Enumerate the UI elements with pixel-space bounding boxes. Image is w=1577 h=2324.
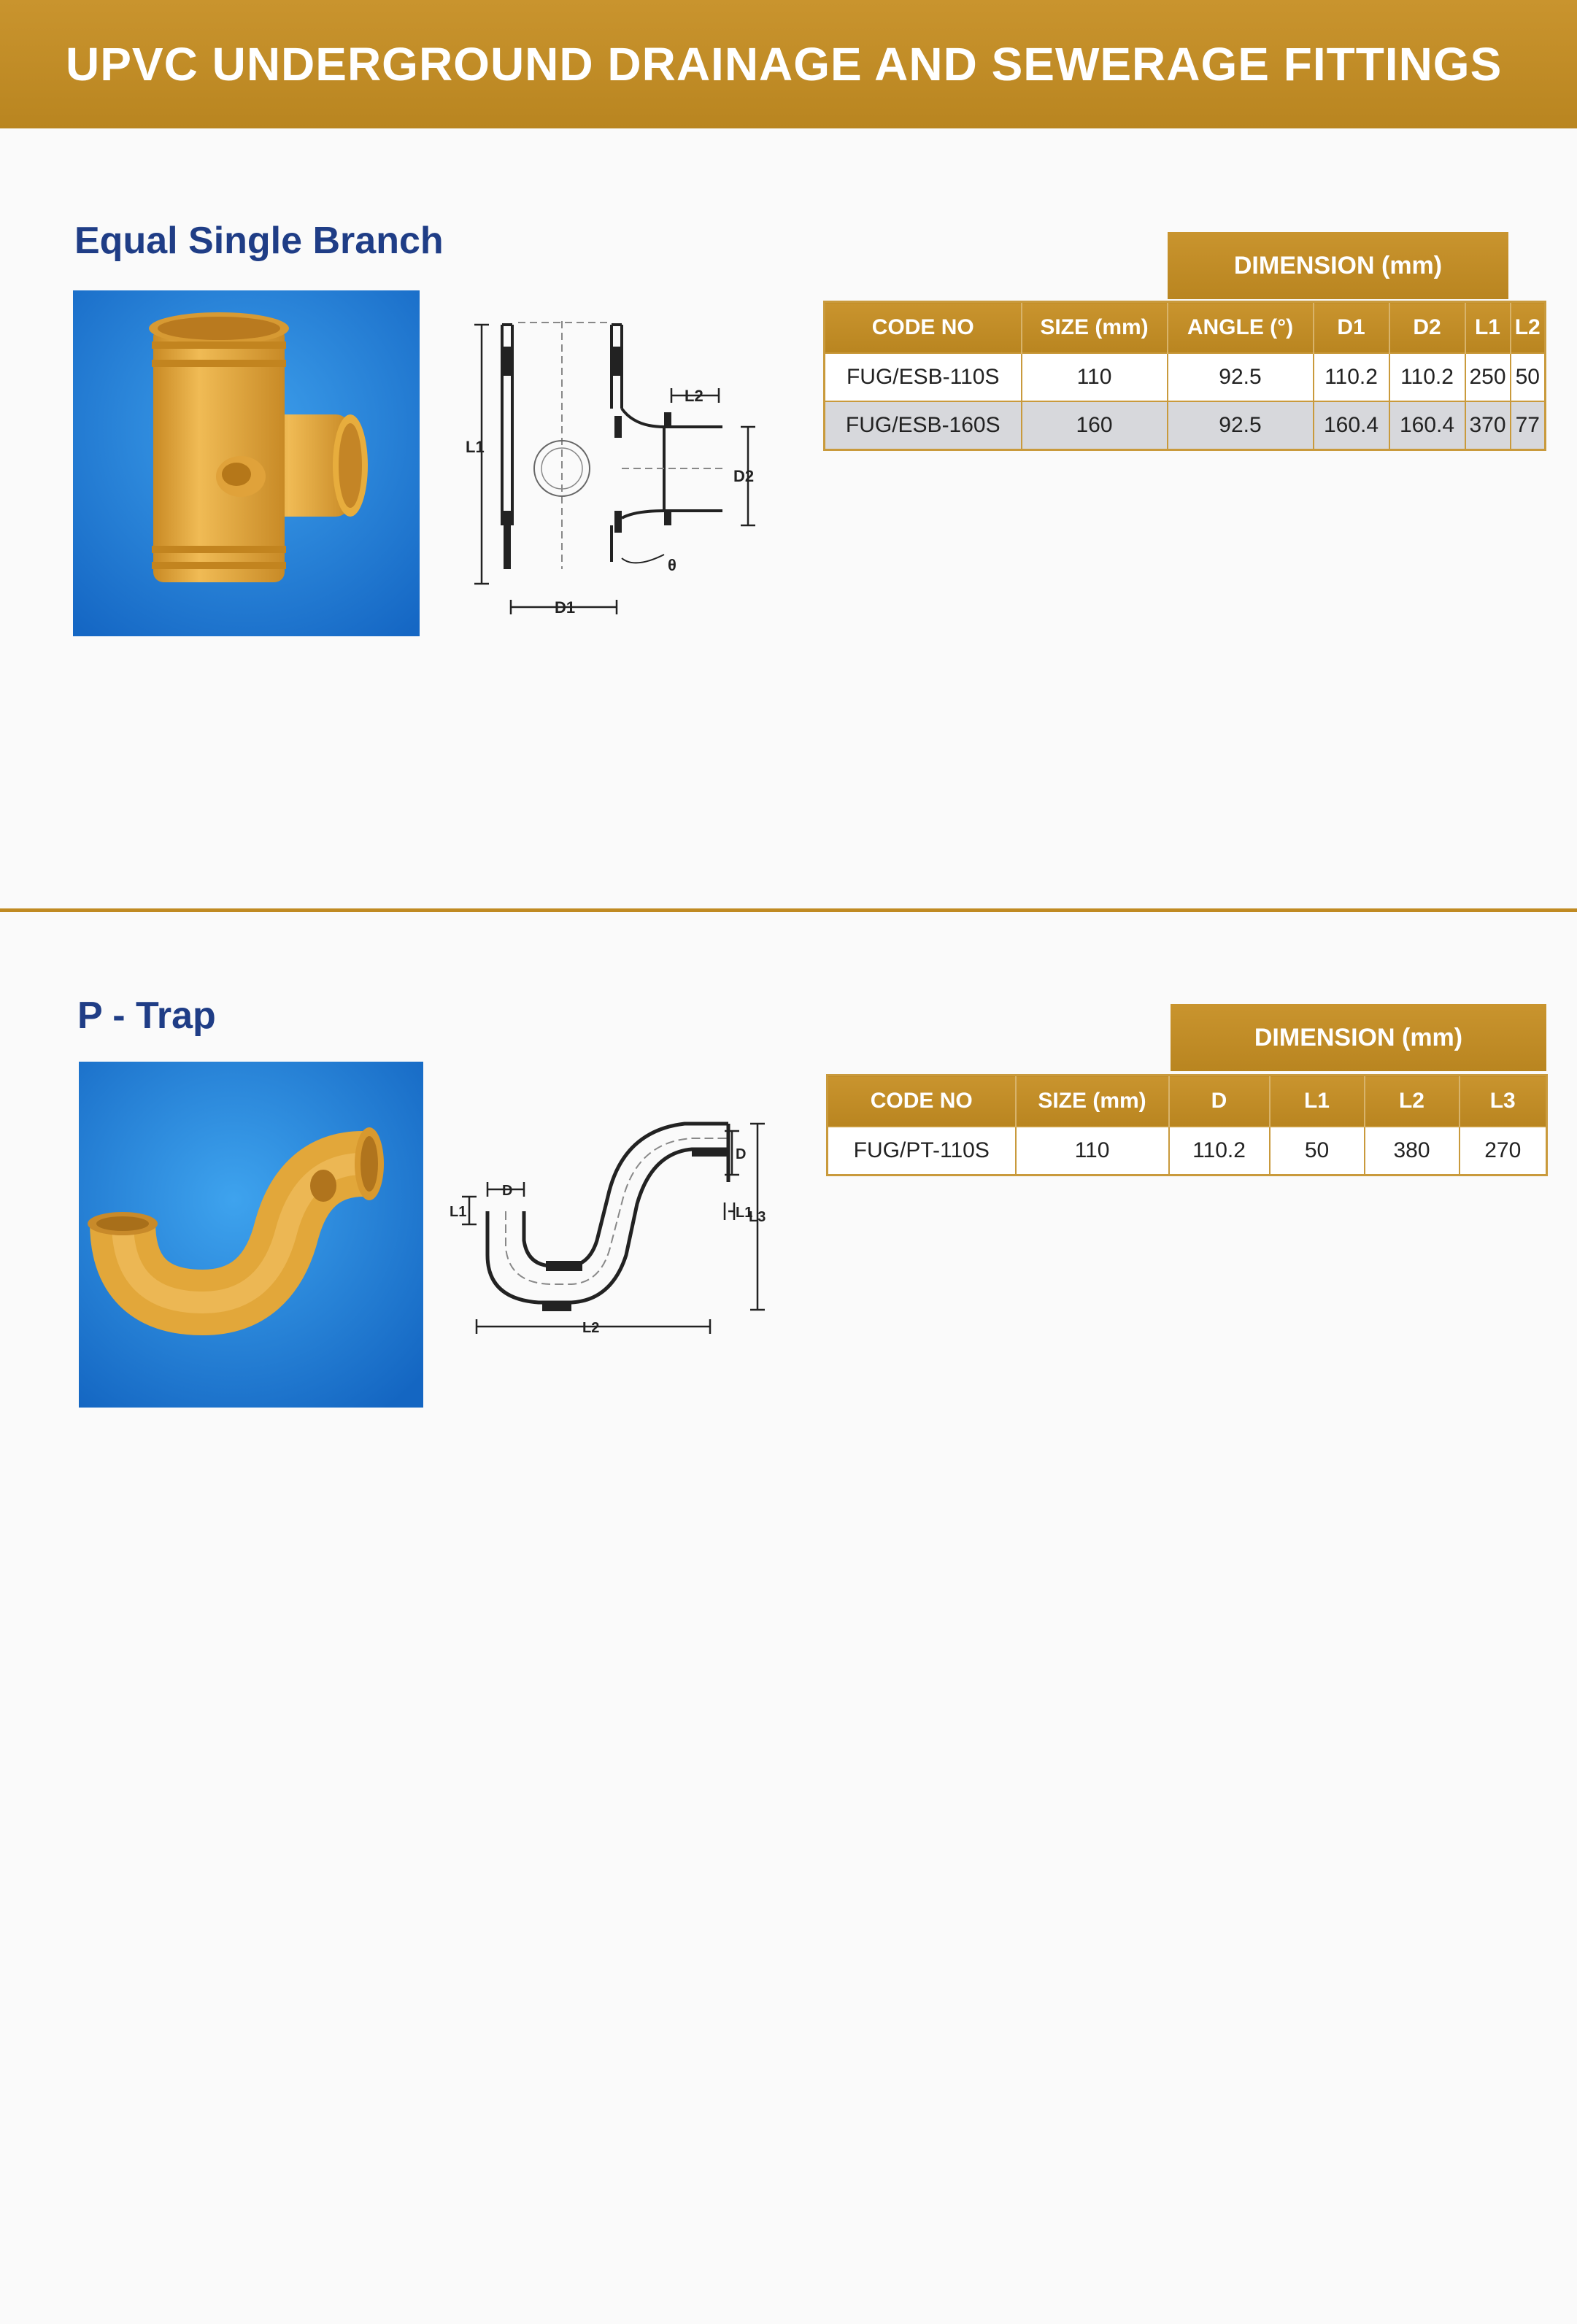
cell-d2: 110.2 bbox=[1389, 353, 1465, 401]
equal-single-branch-photo bbox=[73, 290, 420, 636]
col-header: SIZE (mm) bbox=[1016, 1076, 1169, 1127]
label-l1: L1 bbox=[466, 438, 485, 456]
label-l2: L2 bbox=[582, 1320, 600, 1336]
p-trap-diagram bbox=[444, 1109, 787, 1343]
label-l2: L2 bbox=[685, 387, 703, 405]
col-header: L1 bbox=[1465, 302, 1511, 354]
cell-d2: 160.4 bbox=[1389, 401, 1465, 450]
p-trap-title: P - Trap bbox=[77, 995, 216, 1037]
page-header bbox=[0, 0, 1577, 128]
cell-l2: 77 bbox=[1511, 401, 1546, 450]
section-divider bbox=[0, 908, 1577, 912]
cell-code: FUG/PT-110S bbox=[828, 1127, 1016, 1175]
col-header: L1 bbox=[1270, 1076, 1365, 1127]
cell-size: 110 bbox=[1016, 1127, 1169, 1175]
table-row bbox=[825, 353, 1546, 401]
label-l1-right: L1 bbox=[736, 1205, 753, 1221]
cell-code: FUG/ESB-160S bbox=[825, 401, 1022, 450]
esb-dimension-header: DIMENSION (mm) bbox=[1168, 232, 1508, 299]
col-header: SIZE (mm) bbox=[1022, 302, 1168, 354]
col-header: CODE NO bbox=[825, 302, 1022, 354]
label-d1: D1 bbox=[555, 598, 576, 617]
col-header: D1 bbox=[1314, 302, 1389, 354]
label-d-right: D bbox=[736, 1146, 747, 1162]
label-l1-left: L1 bbox=[450, 1204, 467, 1220]
cell-code: FUG/ESB-110S bbox=[825, 353, 1022, 401]
cell-l3: 270 bbox=[1460, 1127, 1547, 1175]
table-row bbox=[825, 401, 1546, 450]
cell-angle: 92.5 bbox=[1168, 353, 1314, 401]
cell-l1: 50 bbox=[1270, 1127, 1365, 1175]
p-trap-table bbox=[826, 1074, 1548, 1176]
equal-single-branch-title: Equal Single Branch bbox=[74, 220, 444, 262]
ptrap-dimension-header: DIMENSION (mm) bbox=[1171, 1004, 1546, 1071]
col-header: D bbox=[1169, 1076, 1270, 1127]
col-header: ANGLE (°) bbox=[1168, 302, 1314, 354]
cell-l1: 250 bbox=[1465, 353, 1511, 401]
p-trap-photo bbox=[79, 1062, 423, 1408]
col-header: CODE NO bbox=[828, 1076, 1016, 1127]
cell-l2: 380 bbox=[1365, 1127, 1460, 1175]
cell-d: 110.2 bbox=[1169, 1127, 1270, 1175]
equal-single-branch-table bbox=[823, 301, 1546, 451]
table-row bbox=[828, 1127, 1547, 1175]
table-header-row bbox=[828, 1076, 1547, 1127]
col-header: L2 bbox=[1511, 302, 1546, 354]
col-header: D2 bbox=[1389, 302, 1465, 354]
page-title: UPVC UNDERGROUND DRAINAGE AND SEWERAGE FITTINGS bbox=[66, 38, 1503, 90]
label-d2: D2 bbox=[733, 467, 755, 485]
cell-size: 160 bbox=[1022, 401, 1168, 450]
cell-d1: 160.4 bbox=[1314, 401, 1389, 450]
col-header: L2 bbox=[1365, 1076, 1460, 1127]
cell-l1: 370 bbox=[1465, 401, 1511, 450]
cell-l2: 50 bbox=[1511, 353, 1546, 401]
label-l3: L3 bbox=[749, 1209, 766, 1225]
label-angle: θ bbox=[668, 556, 676, 574]
cell-angle: 92.5 bbox=[1168, 401, 1314, 450]
table-header-row bbox=[825, 302, 1546, 354]
label-d-left: D bbox=[502, 1183, 513, 1199]
equal-single-branch-diagram bbox=[452, 306, 759, 620]
cell-size: 110 bbox=[1022, 353, 1168, 401]
cell-d1: 110.2 bbox=[1314, 353, 1389, 401]
col-header: L3 bbox=[1460, 1076, 1547, 1127]
